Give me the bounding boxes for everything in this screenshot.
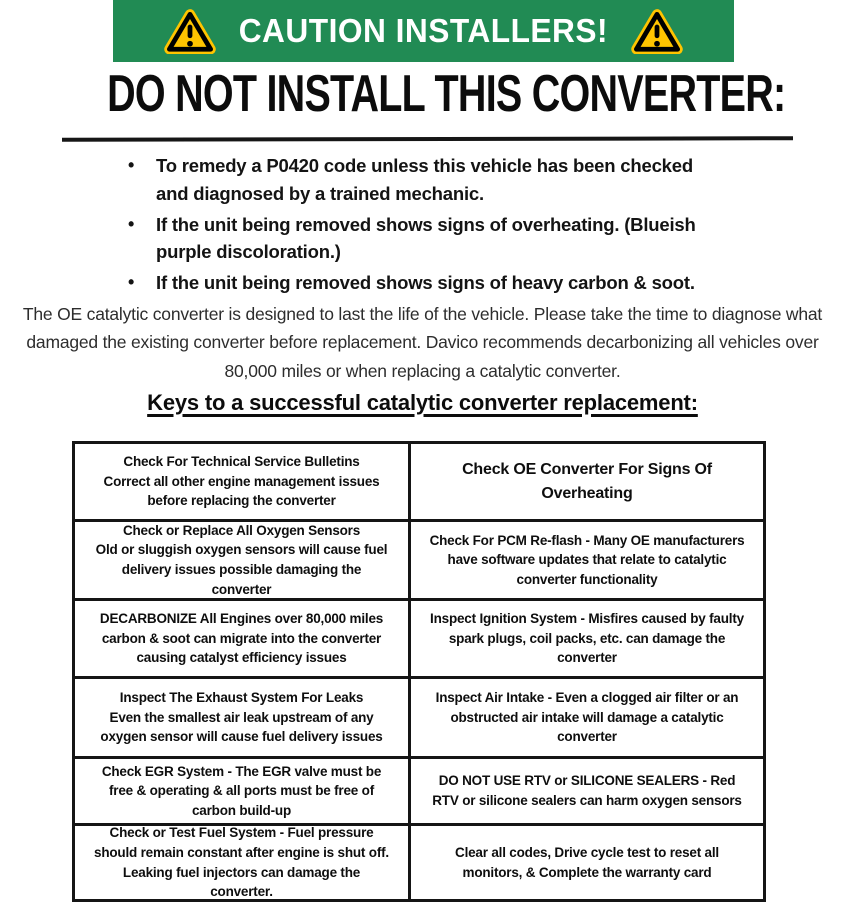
cell-body: Inspect Air Intake - Even a clogged air filter or an obstructed air intake will damage a catalytic converter	[435, 690, 739, 745]
table-cell	[75, 444, 408, 519]
table-cell	[408, 519, 763, 598]
cell-body: Inspect Ignition System - Misfires caused by faulty spark plugs, coil packs, etc. can damage the converter	[430, 611, 744, 666]
table-cell	[408, 598, 763, 676]
do-not-install-heading: DO NOT INSTALL THIS CONVERTER:	[107, 65, 786, 123]
warning-list-item: • If the unit being removed shows signs of overheating. (Blueish purple discoloration.)	[120, 211, 720, 267]
warning-list-item: • To remedy a P0420 code unless this vehicle has been checked and diagnosed by a trained mechanic.	[120, 152, 720, 208]
cell-body: Even the smallest air leak upstream of any oxygen sensor will cause fuel delivery issues	[100, 709, 383, 745]
cell-body: DO NOT USE RTV or SILICONE SEALERS - Red RTV or silicone sealers can harm oxygen sensors	[432, 773, 742, 808]
heading-divider	[62, 136, 793, 141]
cell-body: Clear all codes, Drive cycle test to reset all monitors, & Complete the warranty card	[455, 844, 719, 880]
table-cell	[75, 676, 408, 756]
warning-list	[120, 152, 720, 300]
headline-wrap	[0, 64, 845, 124]
cell-body: Check OE Converter For Signs Of Overheating	[462, 461, 712, 502]
cell-body: DECARBONIZE All Engines over 80,000 miles carbon & soot can migrate into the converter causing catalyst efficiency issues	[99, 611, 384, 666]
warning-triangle-icon	[631, 8, 683, 54]
cell-body: Check EGR System - The EGR valve must be free & operating & all ports must be free of carbon build-up	[101, 763, 382, 818]
cell-body: Correct all other engine management issues before replacing the converter	[103, 473, 380, 509]
keys-heading: Keys to a successful catalytic converter replacement:	[147, 390, 698, 415]
table-cell	[75, 598, 408, 676]
table-cell	[408, 444, 763, 519]
cell-body: Check or Test Fuel System - Fuel pressure should remain constant after engine is shut off. Leaking fuel injectors can damage the converter.	[94, 825, 389, 900]
replacement-keys-table	[72, 441, 766, 902]
cell-body: Old or sluggish oxygen sensors will cause fuel delivery issues possible damaging the converter	[95, 542, 388, 597]
oe-converter-note: The OE catalytic converter is designed to last the life of the vehicle. Please take the time to diagnose what damaged the existing converter before replacement. Davico recommends decarbonizing all vehicles over 80,000 miles or when replacing a catalytic converter.	[22, 304, 823, 381]
caution-banner-label: CAUTION INSTALLERS!	[238, 12, 609, 49]
table-cell	[408, 756, 763, 823]
table-cell	[75, 519, 408, 598]
table-cell	[408, 676, 763, 756]
warning-list-item: • If the unit being removed shows signs of heavy carbon & soot.	[120, 269, 720, 297]
table-cell	[75, 823, 408, 899]
warning-triangle-icon	[164, 8, 216, 54]
cell-body: Check For PCM Re-flash - Many OE manufacturers have software updates that relate to catalytic converter functionality	[429, 532, 745, 587]
cell-title: Check or Replace All Oxygen Sensors	[122, 522, 361, 538]
cell-title: Inspect The Exhaust System For Leaks	[119, 690, 364, 706]
table-cell	[75, 756, 408, 823]
table-cell	[408, 823, 763, 899]
caution-banner	[113, 0, 734, 62]
cell-title: Check For Technical Service Bulletins	[123, 454, 360, 470]
